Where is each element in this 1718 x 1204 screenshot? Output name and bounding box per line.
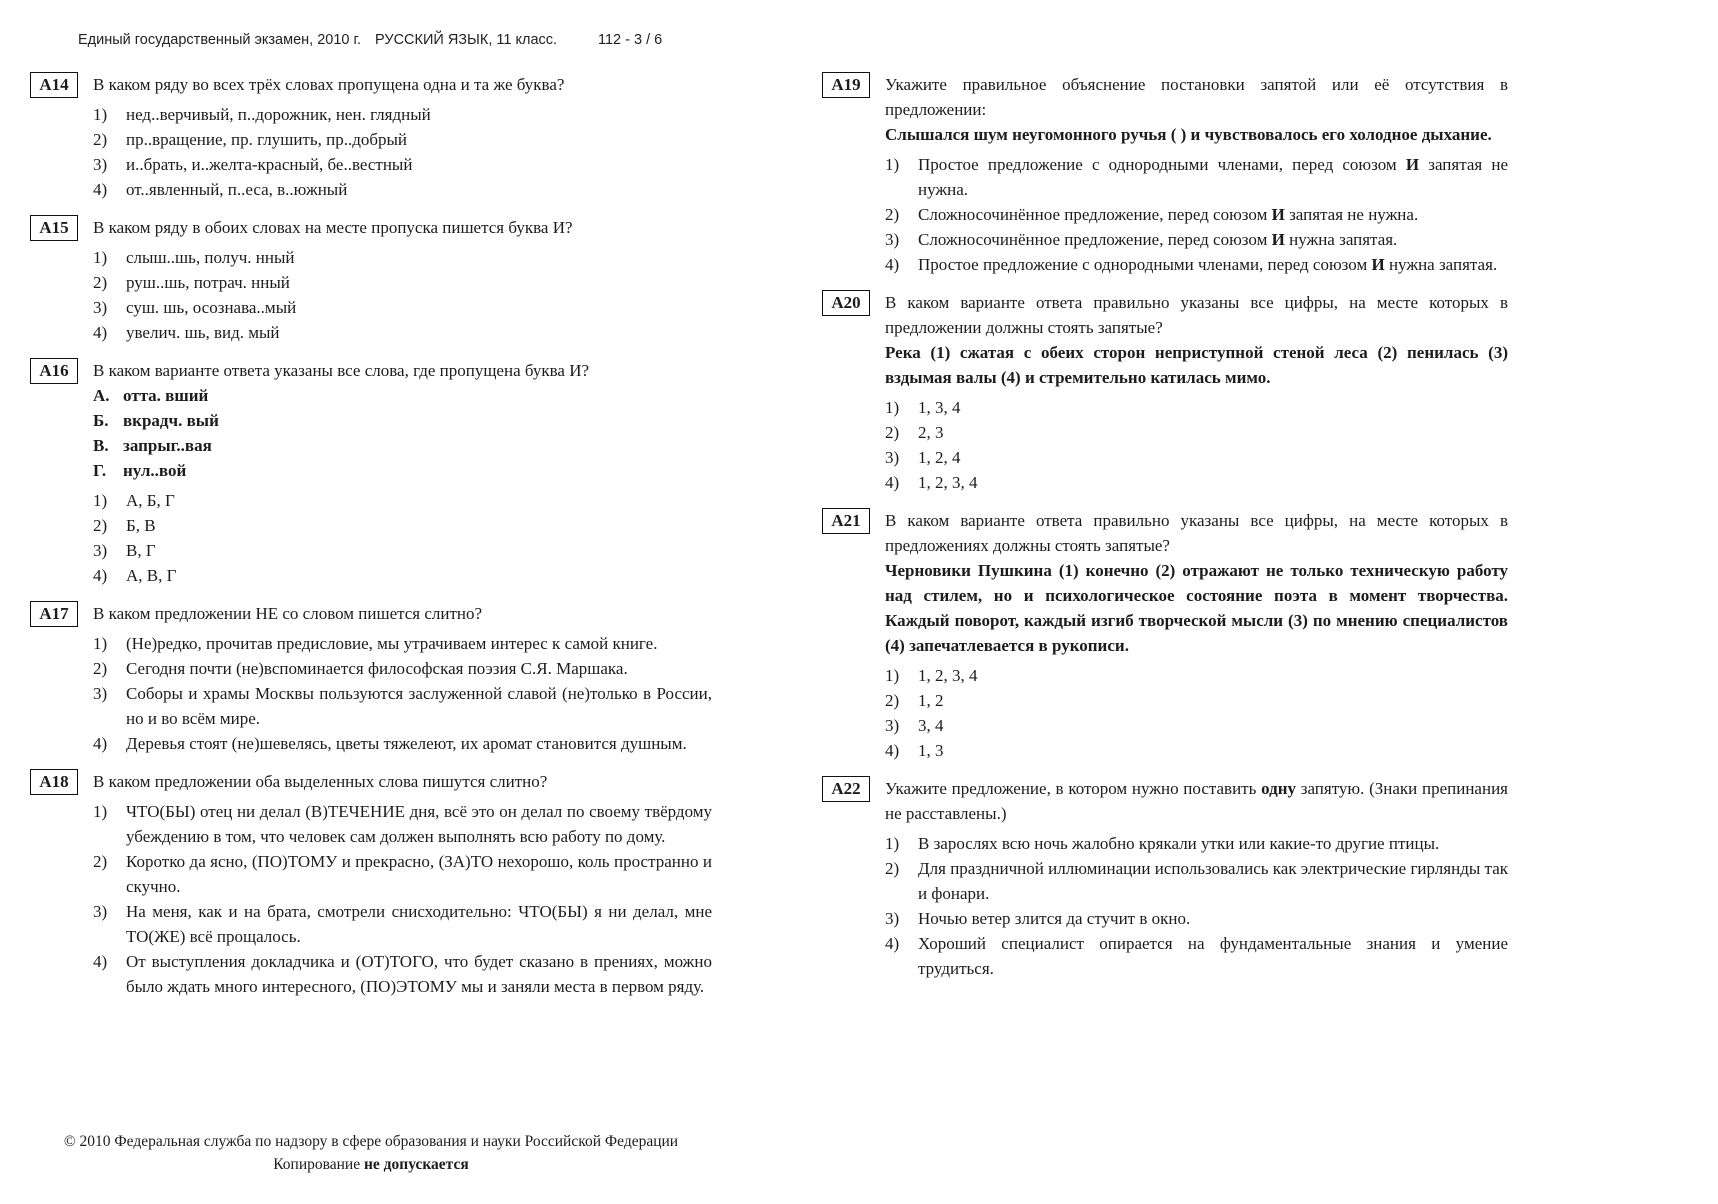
answer-option: [93, 295, 712, 320]
option-text: А, В, Г: [126, 566, 177, 585]
question-prompt: В каком варианте ответа правильно указаны все цифры, на месте которых в предложении должны стоять запятые?: [885, 293, 1508, 337]
question-head: [30, 601, 712, 756]
answer-option: [93, 488, 712, 513]
option-number: 3): [93, 155, 108, 174]
option-text: В зарослях всю ночь жалобно крякали утки или какие-то другие птицы.: [918, 834, 1440, 853]
option-text: Ночью ветер злится да стучит в окно.: [918, 909, 1191, 928]
option-number: 2): [93, 852, 108, 871]
answer-option: [93, 177, 712, 202]
question-content: [885, 72, 1508, 277]
footer-copy-bold: не допускается: [363, 1156, 469, 1173]
question-prompt: Укажите предложение, в котором нужно поставить одну запятую. (Знаки препинания не расставлены.): [885, 779, 1508, 823]
option-text: и..брать, и..желта-красный, бе..вестный: [126, 155, 413, 174]
option-number: 1): [885, 834, 900, 853]
answer-option: [93, 681, 712, 731]
answer-option: [885, 152, 1508, 202]
option-number: 4): [93, 734, 108, 753]
option-number: 3): [885, 230, 900, 249]
answer-option: [93, 731, 712, 756]
question-content: [93, 215, 712, 345]
option-text: Соборы и храмы Москвы пользуются заслуженной славой (не)только в России, но и во всём мире.: [126, 684, 712, 728]
option-text: 2, 3: [918, 423, 944, 442]
question-prompt: В каком варианте ответа указаны все слова, где пропущена буква И?: [93, 361, 590, 380]
answer-option: [93, 152, 712, 177]
bold-text: одну: [1261, 779, 1297, 798]
option-number: 3): [93, 298, 108, 317]
question-head: [822, 290, 1508, 495]
option-text: 1, 2, 4: [918, 448, 961, 467]
option-number: 2): [93, 516, 108, 535]
option-number: 1): [885, 666, 900, 685]
answer-option: [93, 563, 712, 588]
answer-option: [885, 738, 1508, 763]
question-head: [822, 72, 1508, 277]
question-a18: [30, 769, 712, 999]
answer-option: [93, 270, 712, 295]
question-a14: [30, 72, 712, 202]
option-text: Деревья стоят (не)шевелясь, цветы тяжелеют, их аромат становится душным.: [126, 734, 687, 753]
option-text: увелич. шь, вид. мый: [126, 323, 280, 342]
option-text: 1, 3, 4: [918, 398, 961, 417]
question-prompt: В каком предложении НЕ со словом пишется слитно?: [93, 604, 483, 623]
answer-option: [93, 799, 712, 849]
answer-option: [93, 899, 712, 949]
answer-option: [885, 856, 1508, 906]
question-content: [93, 358, 712, 588]
question-number-badge: A22: [822, 776, 870, 802]
answer-option: [885, 227, 1508, 252]
question-head: [30, 72, 712, 202]
question-prompt: В каком ряду во всех трёх словах пропущена одна и та же буква?: [93, 75, 565, 94]
answer-option: [885, 713, 1508, 738]
answer-option: [885, 831, 1508, 856]
option-number: 4): [93, 323, 108, 342]
question-content: [93, 769, 712, 999]
answer-option: [93, 245, 712, 270]
question-number-badge: A16: [30, 358, 78, 384]
answer-option: [93, 631, 712, 656]
bold-text: И: [1371, 255, 1385, 274]
letter-item: [93, 458, 712, 483]
letter-number: В.: [93, 436, 109, 455]
letter-item: [93, 433, 712, 458]
letter-item: [93, 383, 712, 408]
question-content: [885, 776, 1508, 981]
letter-number: А.: [93, 386, 110, 405]
option-number: 1): [93, 802, 108, 821]
option-text: руш..шь, потрач. нный: [126, 273, 290, 292]
question-content: [885, 508, 1508, 763]
answer-option: [93, 102, 712, 127]
question-number-badge: A17: [30, 601, 78, 627]
answer-option: [885, 663, 1508, 688]
answer-option: [93, 949, 712, 999]
question-a15: [30, 215, 712, 345]
question-statement: [885, 558, 1508, 658]
option-text: Для праздничной иллюминации использовались как электрические гирлянды так и фонари.: [918, 859, 1508, 903]
options-list: [93, 245, 712, 345]
letter-text: вкрадч. вый: [123, 411, 219, 430]
answer-option: [885, 202, 1508, 227]
letter-text: отта. вший: [123, 386, 209, 405]
letter-text: запрыг..вая: [123, 436, 212, 455]
option-number: 3): [93, 541, 108, 560]
option-text: 3, 4: [918, 716, 944, 735]
option-number: 1): [93, 491, 108, 510]
question-number-badge: A18: [30, 769, 78, 795]
options-list: [93, 488, 712, 588]
page-header: [0, 32, 1718, 54]
page-footer: [30, 1130, 712, 1176]
letter-items: [93, 383, 712, 483]
option-number: 3): [885, 448, 900, 467]
answer-option: [885, 688, 1508, 713]
answer-option: [93, 513, 712, 538]
option-number: 4): [885, 741, 900, 760]
option-text: Простое предложение с однородными членами, перед союзом И нужна запятая.: [918, 255, 1498, 274]
answer-option: [885, 252, 1508, 277]
right-column: [822, 72, 1508, 994]
letter-item: [93, 408, 712, 433]
option-number: 3): [93, 902, 108, 921]
option-text: от..явленный, п..еса, в..южный: [126, 180, 348, 199]
question-content: [93, 72, 712, 202]
bold-text: Слышался шум неугомонного ручья ( ) и чувствовалось его холодное дыхание.: [885, 125, 1492, 144]
option-text: 1, 3: [918, 741, 944, 760]
option-number: 2): [93, 659, 108, 678]
option-number: 3): [93, 684, 108, 703]
question-statement: [885, 340, 1508, 390]
option-text: Простое предложение с однородными членами, перед союзом И запятая не нужна.: [918, 155, 1508, 199]
option-text: слыш..шь, получ. нный: [126, 248, 295, 267]
option-text: суш. шь, осознава..мый: [126, 298, 297, 317]
footer-copyright: © 2010 Федеральная служба по надзору в сфере образования и науки Российской Федерации: [63, 1133, 679, 1150]
option-text: (Не)редко, прочитав предисловие, мы утрачиваем интерес к самой книге.: [126, 634, 658, 653]
options-list: [885, 831, 1508, 981]
option-text: Коротко да ясно, (ПО)ТОМУ и прекрасно, (ЗА)ТО нехорошо, коль пространно и скучно.: [126, 852, 712, 896]
option-number: 1): [93, 248, 108, 267]
question-a16: [30, 358, 712, 588]
answer-option: [93, 656, 712, 681]
answer-option: [885, 931, 1508, 981]
option-number: 4): [93, 566, 108, 585]
footer-copy-prefix: Копирование: [273, 1156, 364, 1173]
answer-option: [885, 906, 1508, 931]
option-text: 1, 2, 3, 4: [918, 473, 978, 492]
answer-option: [93, 320, 712, 345]
option-number: 4): [885, 473, 900, 492]
option-text: Сегодня почти (не)вспоминается философская поэзия С.Я. Маршака.: [126, 659, 628, 678]
option-number: 2): [885, 205, 900, 224]
option-number: 2): [885, 859, 900, 878]
question-head: [30, 769, 712, 999]
question-prompt: В каком предложении оба выделенных слова пишутся слитно?: [93, 772, 548, 791]
question-a17: [30, 601, 712, 756]
options-list: [93, 631, 712, 756]
option-number: 1): [93, 634, 108, 653]
answer-option: [885, 420, 1508, 445]
question-prompt: Укажите правильное объяснение постановки запятой или её отсутствия в предложении:: [885, 75, 1508, 119]
options-list: [93, 799, 712, 999]
header-subject: РУССКИЙ ЯЗЫК, 11 класс.: [375, 32, 558, 48]
question-number-badge: A20: [822, 290, 870, 316]
question-number-badge: A15: [30, 215, 78, 241]
question-statement: [885, 122, 1508, 147]
letter-text: нул..вой: [123, 461, 187, 480]
question-head: [30, 215, 712, 345]
question-head: [30, 358, 712, 588]
option-number: 3): [885, 716, 900, 735]
bold-text: И: [1271, 205, 1285, 224]
option-text: Хороший специалист опирается на фундаментальные знания и умение трудиться.: [918, 934, 1508, 978]
question-head: [822, 508, 1508, 763]
question-prompt: В каком варианте ответа правильно указаны все цифры, на месте которых в предложениях должны стоять запятые?: [885, 511, 1508, 555]
option-text: ЧТО(БЫ) отец ни делал (В)ТЕЧЕНИЕ дня, всё это он делал по своему твёрдому убеждению в том, что человек сам должен выполнять всю работу по дому.: [126, 802, 712, 846]
option-text: В, Г: [126, 541, 156, 560]
question-number-badge: A14: [30, 72, 78, 98]
letter-number: Г.: [93, 461, 107, 480]
bold-text: И: [1405, 155, 1420, 174]
bold-text: Черновики Пушкина (1) конечно (2) отражают не только техническую работу над стилем, но и психологическое состояние поэта в момент творчества. Каждый поворот, каждый изгиб творческой мысли (3) по мнению специалистов (4) запечатлевается в рукописи.: [885, 561, 1508, 655]
option-number: 1): [885, 398, 900, 417]
option-number: 3): [885, 909, 900, 928]
options-list: [885, 395, 1508, 495]
answer-option: [93, 538, 712, 563]
header-page-number: 112 - 3 / 6: [598, 32, 663, 48]
option-text: нед..верчивый, п..дорожник, нен. глядный: [126, 105, 431, 124]
question-content: [885, 290, 1508, 495]
option-number: 4): [885, 255, 900, 274]
question-number-badge: A19: [822, 72, 870, 98]
options-list: [885, 663, 1508, 763]
option-number: 2): [885, 423, 900, 442]
option-number: 2): [93, 273, 108, 292]
question-number-badge: A21: [822, 508, 870, 534]
option-number: 2): [93, 130, 108, 149]
question-head: [822, 776, 1508, 981]
option-text: А, Б, Г: [126, 491, 175, 510]
option-text: На меня, как и на брата, смотрели снисходительно: ЧТО(БЫ) я ни делал, мне ТО(ЖЕ) всё прощалось.: [126, 902, 712, 946]
bold-text: И: [1271, 230, 1285, 249]
answer-option: [885, 395, 1508, 420]
question-content: [93, 601, 712, 756]
option-text: От выступления докладчика и (ОТ)ТОГО, что будет сказано в прениях, можно было ждать много интересного, (ПО)ЭТОМУ мы и заняли места в первом ряду.: [126, 952, 712, 996]
answer-option: [885, 445, 1508, 470]
question-a20: [822, 290, 1508, 495]
option-text: Сложносочинённое предложение, перед союзом И нужна запятая.: [918, 230, 1398, 249]
question-a19: [822, 72, 1508, 277]
option-text: Б, В: [126, 516, 156, 535]
option-number: 2): [885, 691, 900, 710]
question-prompt: В каком ряду в обоих словах на месте пропуска пишется буква И?: [93, 218, 573, 237]
option-number: 4): [885, 934, 900, 953]
answer-option: [885, 470, 1508, 495]
option-text: пр..вращение, пр. глушить, пр..добрый: [126, 130, 408, 149]
letter-number: Б.: [93, 411, 109, 430]
left-column: [30, 72, 712, 1012]
question-a22: [822, 776, 1508, 981]
header-exam-title: Единый государственный экзамен, 2010 г.: [78, 32, 362, 48]
options-list: [93, 102, 712, 202]
option-number: 1): [93, 105, 108, 124]
bold-text: Река (1) сжатая с обеих сторон неприступной стеной леса (2) пенилась (3) вздымая валы (4) и стремительно катилась мимо.: [885, 343, 1508, 387]
question-a21: [822, 508, 1508, 763]
option-text: 1, 2, 3, 4: [918, 666, 978, 685]
option-number: 1): [885, 155, 900, 174]
options-list: [885, 152, 1508, 277]
option-number: 4): [93, 180, 108, 199]
answer-option: [93, 127, 712, 152]
footer-copy-notice: [30, 1153, 712, 1176]
option-text: 1, 2: [918, 691, 944, 710]
answer-option: [93, 849, 712, 899]
option-text: Сложносочинённое предложение, перед союзом И запятая не нужна.: [918, 205, 1419, 224]
option-number: 4): [93, 952, 108, 971]
